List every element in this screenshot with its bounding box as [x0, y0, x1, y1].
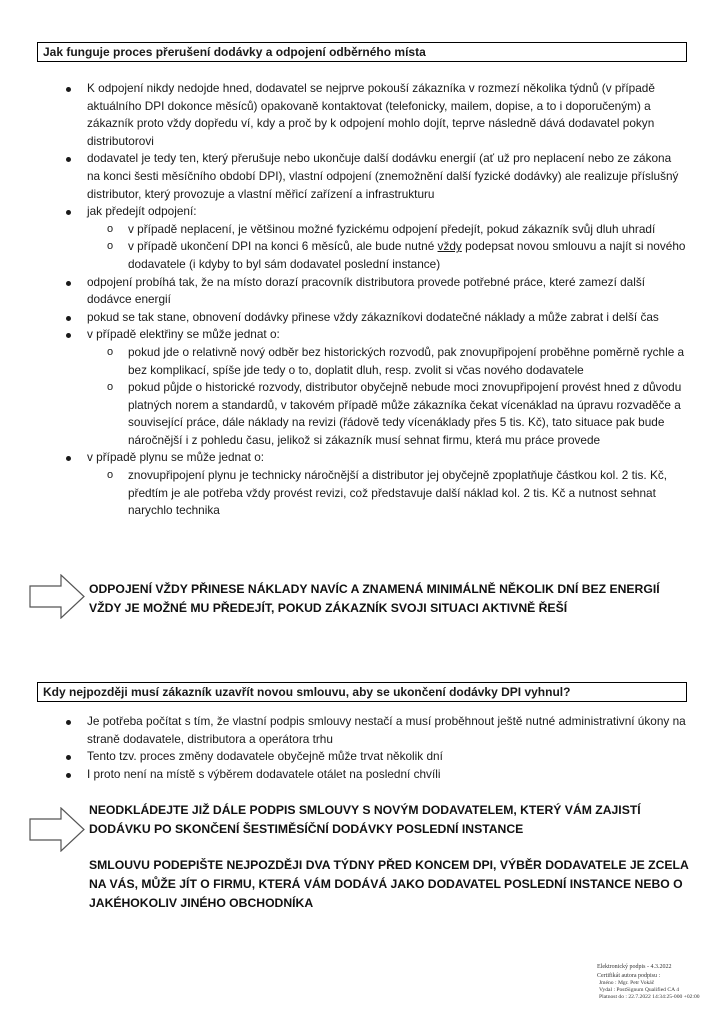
prevent-sub-list: [87, 221, 687, 274]
callout-deadline: SMLOUVU PODEPIŠTE NEJPOZDĚJI DVA TÝDNY PŘED KONCEM DPI, VÝBĚR DODAVATELE JE ZCELA NA VÁS, MŮŽE JÍT O FIRMU, KTERÁ VÁM DODÁVÁ JAKO DODAVATEL POSLEDNÍ INSTANCE NEBO O JAKÉHOKOLIV JINÉHO OBCHODNÍKA: [89, 858, 689, 910]
arrow-right-icon: [29, 807, 85, 852]
signature-date: Elektronický podpis - 4.3.2022: [597, 964, 672, 970]
list-item-text: v případě elektřiny se může jednat o:: [87, 327, 280, 342]
callout-line: VŽDY JE MOŽNÉ MU PŘEDEJÍT, POKUD ZÁKAZNÍK SVOJI SITUACI AKTIVNĚ ŘEŠÍ: [89, 601, 568, 615]
signature-cert-label: Certifikát autora podpisu :: [597, 972, 661, 979]
list-item: dodavatel je tedy ten, který přerušuje nebo ukončuje další dodávku energií (ať už pro neplacení nebo ze zákona na konci šesti měsíčního období DPI), vlastní odpojení (znemožnění další fyzické dodávky) ale realizuje příslušný distributor, který provozuje a vlastní měřicí zařízení a infrastrukturu: [37, 150, 687, 203]
callout-sign-contract: NEODKLÁDEJTE JIŽ DÁLE PODPIS SMLOUVY S NOVÝM DODAVATELEM, KTERÝ VÁM ZAJISTÍ DODÁVKU PO SKONČENÍ ŠESTIMĚSÍČNÍ DODÁVKY POSLEDNÍ INSTANCE: [89, 803, 641, 836]
list-item: K odpojení nikdy nedojde hned, dodavatel se nejprve pokouší zákazníka v rozmezí několika týdnů (v případě aktuálního DPI dokonce měsíců) opakovaně kontaktovat (telefonicky, mailem, dopise, a to i doporučeným) a zákazník proto vždy dopředu ví, kdy a proč by k odpojení mohlo dojít, teprve následně dává dodavatel pokyn distributorovi: [37, 80, 687, 150]
gas-sub-list: [87, 467, 687, 520]
sub-list-item: o pokud půjde o historické rozvody, distributor obyčejně nebude moci znovupřipojení provést hned z důvodu platných norem a standardů, v takovém případě může zákazníka čekat vícenáklad na úpravu rozvaděče a související práce, dále náklady na revizi (řádově tedy vícenáklady přes 5 tis. Kč), tato situace pak bude náročnější i z pohledu času, jelikož si zákazník musí sehnat firmu, která mu práce provede: [87, 379, 687, 449]
list-item: Je potřeba počítat s tím, že vlastní podpis smlouvy nestačí a musí proběhnout ještě nutné administrativní úkony na straně dodavatele, distributora a operátora trhu: [37, 713, 687, 748]
sub-item-text: v případě ukončení DPI na konci 6 měsíců, ale bude nutné: [128, 239, 438, 254]
list-item: I proto není na místě s výběrem dodavatele otálet na poslední chvíli: [37, 766, 687, 784]
sub-list-item: o znovupřipojení plynu je technicky náročnější a distributor jej obyčejně zpoplatňuje částkou kol. 2 tis. Kč, předtím je ale potřeba vždy provést revizi, což představuje další náklad kol. 2 tis. Kč a nutnost sehnat narychlo technika: [87, 467, 687, 520]
signature-issuer: Vydal : PostSignum Qualified CA 4: [599, 987, 680, 994]
sub-item-text: podepsat novou smlouvu a najít si nového dodavatele (i kdyby to byl sám dodavatel poslední instance): [128, 239, 686, 271]
section-heading-disconnection: Jak funguje proces přerušení dodávky a odpojení odběrného místa: [37, 42, 687, 62]
section-heading-deadline: Kdy nejpozději musí zákazník uzavřít novou smlouvu, aby se ukončení dodávky DPI vyhnul?: [37, 682, 687, 702]
list-item: [37, 449, 687, 519]
list-item: odpojení probíhá tak, že na místo dorazí pracovník distributora provede potřebné práce, které zamezí další dodávce energií: [37, 274, 687, 309]
deadline-bullet-list: [37, 713, 687, 783]
list-item: Tento tzv. proces změny dodavatele obyčejně může trvat několik dní: [37, 748, 687, 766]
electricity-sub-list: [87, 344, 687, 450]
sub-list-item: o pokud jde o relativně nový odběr bez historických rozvodů, pak znovupřipojení proběhne poměrně rychle a bez komplikací, spíše jde tedy o to, doplatit dluh, resp. zvolit si včas nového dodavatele: [87, 344, 687, 379]
list-item: [37, 326, 687, 449]
signature-validity: Platnost do : 22.7.2022 14:34:25-000 +02:00: [599, 994, 700, 1001]
sub-list-item: [87, 238, 687, 273]
arrow-right-icon: [29, 574, 85, 619]
callout-disconnection: [89, 580, 699, 618]
list-item: [37, 203, 687, 273]
disconnection-bullet-list: [37, 80, 687, 520]
list-item-text: v případě plynu se může jednat o:: [87, 450, 265, 465]
signature-name: Jméno : Mgr. Petr Vokáč: [599, 980, 655, 986]
list-item: pokud se tak stane, obnovení dodávky přinese vždy zákazníkovi dodatečné náklady a může zabrat i delší čas: [37, 309, 687, 327]
callout-line: ODPOJENÍ VŽDY PŘINESE NÁKLADY NAVÍC A ZNAMENÁ MINIMÁLNĚ NĚKOLIK DNÍ BEZ ENERGIÍ: [89, 582, 660, 596]
electronic-signature-block: [597, 963, 700, 1002]
sub-list-item: o v případě neplacení, je většinou možné fyzickému odpojení předejít, pokud zákazník svůj dluh uhradí: [87, 221, 687, 239]
underlined-word: vždy: [437, 239, 462, 254]
list-item-text: jak předejít odpojení:: [87, 204, 197, 219]
